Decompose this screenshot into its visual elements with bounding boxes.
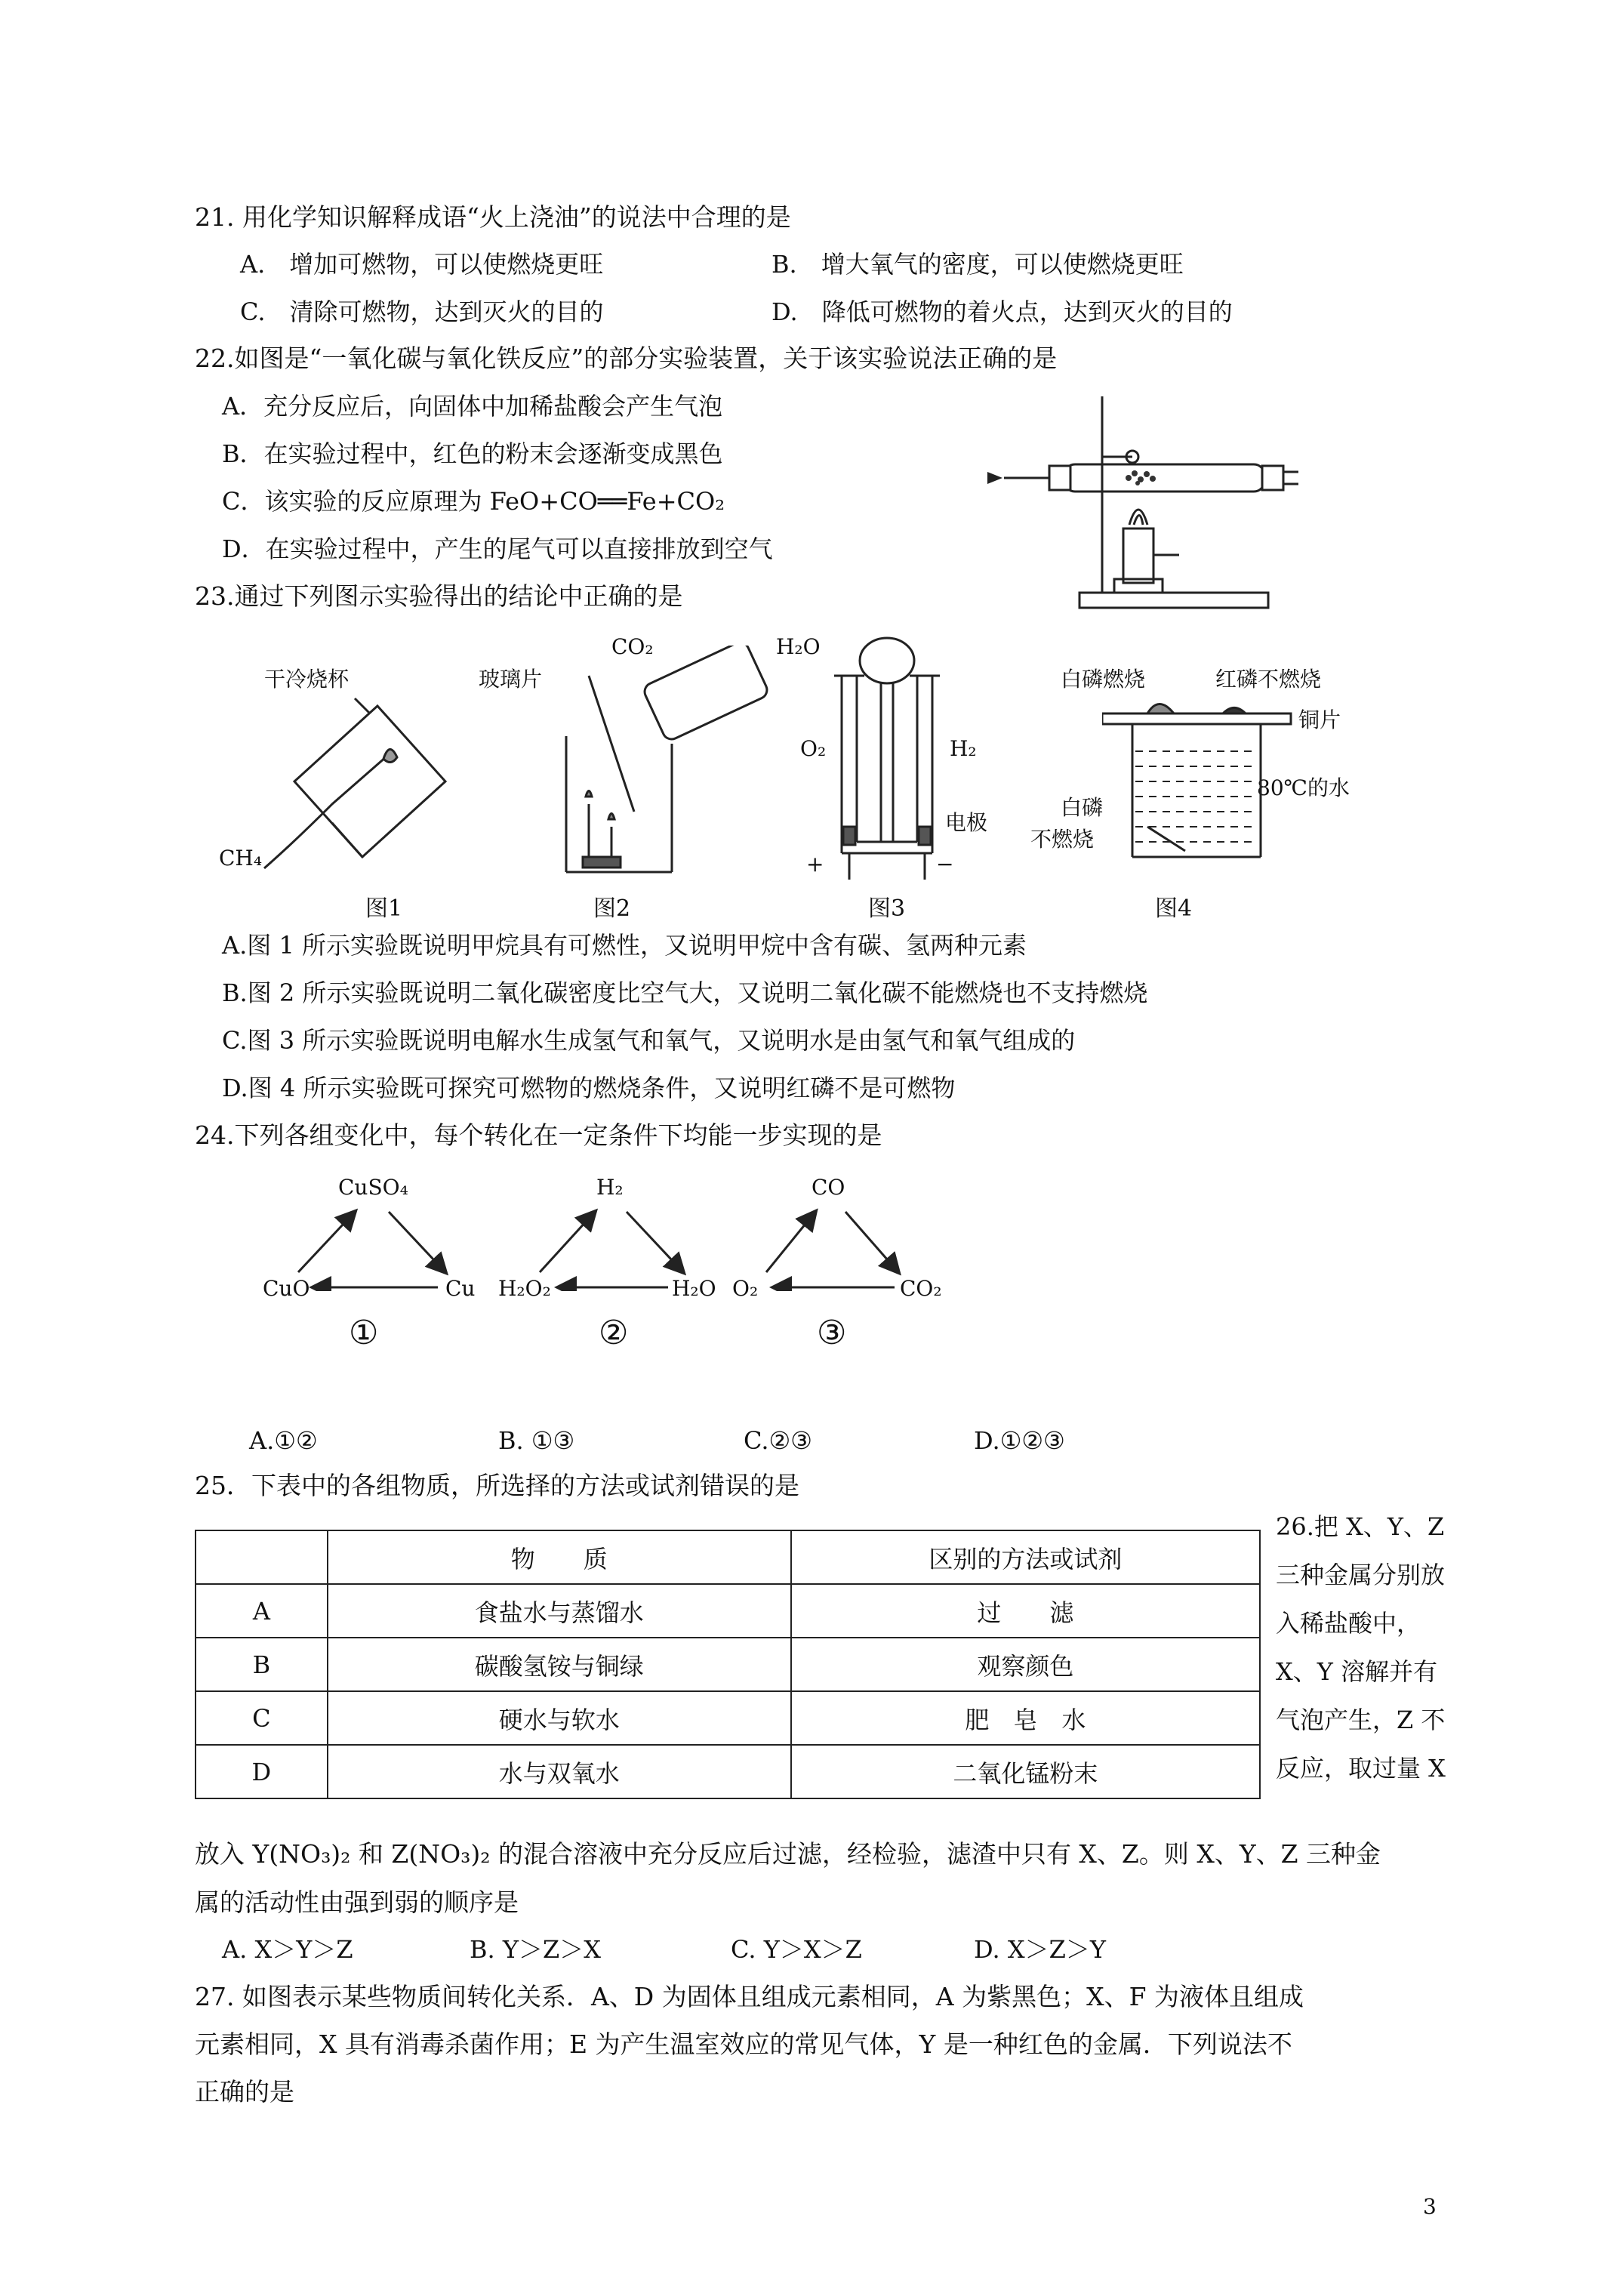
fig4-label-white-noburn-1: 白磷	[1061, 795, 1104, 820]
fig2-label-co2: CO₂	[611, 634, 654, 659]
table-row	[196, 1691, 1260, 1745]
q23-option-b: B.图 2 所示实验既说明二氧化碳密度比空气大，又说明二氧化碳不能燃烧也不支持燃烧	[222, 978, 1148, 1007]
cycle2-right: H₂O	[672, 1276, 716, 1301]
table-cell: 过 滤	[791, 1584, 1260, 1638]
table-cell: 硬水与软水	[328, 1691, 791, 1745]
q26-option-c: C. Y＞X＞Z	[731, 1935, 862, 1964]
fig4-phosphorus-combustion	[1102, 691, 1298, 872]
q22-option-b: B．在实验过程中，红色的粉末会逐渐变成黑色	[222, 439, 723, 468]
q24-stem: 24.下列各组变化中，每个转化在一定条件下均能一步实现的是	[195, 1120, 882, 1150]
cycle3-left: O₂	[732, 1276, 759, 1301]
q23-option-d: D.图 4 所示实验既可探究可燃物的燃烧条件，又说明红磷不是可燃物	[222, 1074, 956, 1102]
fig1-methane-combustion	[249, 691, 476, 887]
fig3-label-o2: O₂	[800, 736, 827, 761]
table-row	[196, 1638, 1260, 1691]
cycle1-left: CuO	[263, 1276, 310, 1301]
q26-option-d: D. X＞Z＞Y	[974, 1935, 1107, 1964]
fig3-label-h2: H₂	[950, 736, 977, 761]
table-cell: 肥 皂 水	[791, 1691, 1260, 1745]
q24-option-c: C.②③	[744, 1426, 812, 1455]
q21-stem: 21. 用化学知识解释成语“火上浇油”的说法中合理的是	[195, 202, 791, 232]
fig2-caption: 图2	[593, 895, 631, 922]
cycle2-arrows	[498, 1200, 725, 1291]
table-header-cell	[196, 1530, 328, 1584]
q24-option-b: B. ①③	[498, 1426, 575, 1455]
q26-option-b: B. Y＞Z＞X	[470, 1935, 602, 1964]
fig3-electrolysis-apparatus	[827, 630, 947, 883]
table-cell: 碳酸氢铵与铜绿	[328, 1638, 791, 1691]
fig3-label-electrode: 电极	[945, 810, 988, 835]
cycle3-right: CO₂	[900, 1276, 942, 1301]
fig4-label-copper: 铜片	[1298, 707, 1341, 732]
fig1-label-beaker: 干冷烧杯	[264, 667, 350, 692]
co-fe2o3-apparatus-figure	[981, 381, 1298, 612]
q23-option-c: C.图 3 所示实验既说明电解水生成氢气和氧气，又说明水是由氢气和氧气组成的	[222, 1026, 1076, 1055]
q26-line2: 属的活动性由强到弱的顺序是	[195, 1888, 519, 1917]
cycle3-top: CO	[812, 1175, 845, 1200]
q23-option-a: A.图 1 所示实验既说明甲烷具有可燃性，又说明甲烷中含有碳、氢两种元素	[222, 931, 1027, 960]
cycle2-number: ②	[599, 1314, 629, 1352]
fig3-label-plus: +	[806, 852, 824, 877]
cycle3-number: ③	[817, 1314, 847, 1352]
fig4-label-red-noburn: 红磷不燃烧	[1215, 667, 1322, 692]
page-number: 3	[1423, 2194, 1437, 2219]
q27-line3: 正确的是	[195, 2077, 294, 2106]
table-header-cell: 区别的方法或试剂	[791, 1530, 1260, 1584]
q21-option-b: B. 增大氧气的密度，可以使燃烧更旺	[771, 250, 1184, 279]
table-cell: B	[196, 1638, 328, 1691]
cycle1-number: ①	[349, 1314, 379, 1352]
table-header-row	[196, 1530, 1260, 1584]
q27-line2: 元素相同，X 具有消毒杀菌作用；E 为产生温室效应的常见气体，Y 是一种红色的金属．下列说法不	[195, 2029, 1292, 2059]
q26-side-text: 26.把 X、Y、Z 三种金属分别放入稀盐酸中，X、Y 溶解并有气泡产生，Z 不反应，取过量 X	[1276, 1512, 1446, 1783]
cycle2-left: H₂O₂	[498, 1276, 551, 1301]
q22-stem: 22.如图是“一氧化碳与氧化铁反应”的部分实验装置，关于该实验说法正确的是	[195, 344, 1058, 373]
fig3-label-h2o: H₂O	[776, 634, 821, 659]
gas-inlet-arrow-icon	[987, 472, 1002, 484]
table-cell: 二氧化锰粉末	[791, 1745, 1260, 1798]
q24-option-a: A.①②	[249, 1426, 318, 1455]
q26-line1: 放入 Y(NO₃)₂ 和 Z(NO₃)₂ 的混合溶液中充分反应后过滤，经检验，滤渣中只有 X、Z。则 X、Y、Z 三种金	[195, 1839, 1381, 1869]
table-cell: 观察颜色	[791, 1638, 1260, 1691]
fig1-label-ch4: CH₄	[219, 846, 263, 871]
cycle1-right: Cu	[445, 1276, 476, 1301]
fig3-label-minus: −	[936, 852, 954, 877]
cycle2-top: H₂	[596, 1175, 624, 1200]
table-row	[196, 1745, 1260, 1798]
q22-option-c: C．该实验的反应原理为 FeO+CO══Fe+CO₂	[222, 487, 725, 516]
cycle1-top: CuSO₄	[338, 1175, 408, 1200]
table-cell: A	[196, 1584, 328, 1638]
q21-option-c: C. 清除可燃物，达到灭火的目的	[240, 297, 604, 326]
fig2-label-glass: 玻璃片	[479, 667, 543, 692]
q26-option-a: A. X＞Y＞Z	[222, 1935, 353, 1964]
fig4-label-white-burn: 白磷燃烧	[1061, 667, 1146, 692]
fig4-label-white-noburn-2: 不燃烧	[1030, 827, 1095, 852]
fig4-label-water: 80℃的水	[1257, 775, 1350, 800]
fig3-caption: 图3	[868, 895, 906, 922]
table-row	[196, 1584, 1260, 1638]
cycle1-arrows	[257, 1200, 483, 1291]
q21-option-d: D. 降低可燃物的着火点，达到灭火的目的	[771, 297, 1233, 326]
table-cell: 水与双氧水	[328, 1745, 791, 1798]
q21-option-a: A. 增加可燃物，可以使燃烧更旺	[240, 250, 604, 279]
cycle3-arrows	[725, 1200, 951, 1291]
fig1-caption: 图1	[365, 895, 403, 922]
q23-stem: 23.通过下列图示实验得出的结论中正确的是	[195, 581, 683, 611]
table-cell: D	[196, 1745, 328, 1798]
q27-line1: 27. 如图表示某些物质间转化关系．A、D 为固体且组成元素相同，A 为紫黑色；X、F 为液体且组成	[195, 1982, 1304, 2011]
fig2-co2-candles	[544, 646, 785, 887]
table-cell: C	[196, 1691, 328, 1745]
fig4-caption: 图4	[1155, 895, 1193, 922]
q22-option-d: D．在实验过程中，产生的尾气可以直接排放到空气	[222, 535, 773, 563]
q22-option-a: A．充分反应后，向固体中加稀盐酸会产生气泡	[222, 392, 723, 421]
q25-table	[195, 1530, 1261, 1799]
q24-option-d: D.①②③	[974, 1426, 1065, 1455]
table-header-cell: 物 质	[328, 1530, 791, 1584]
q25-stem: 25．下表中的各组物质，所选择的方法或试剂错误的是	[195, 1471, 799, 1500]
table-cell: 食盐水与蒸馏水	[328, 1584, 791, 1638]
